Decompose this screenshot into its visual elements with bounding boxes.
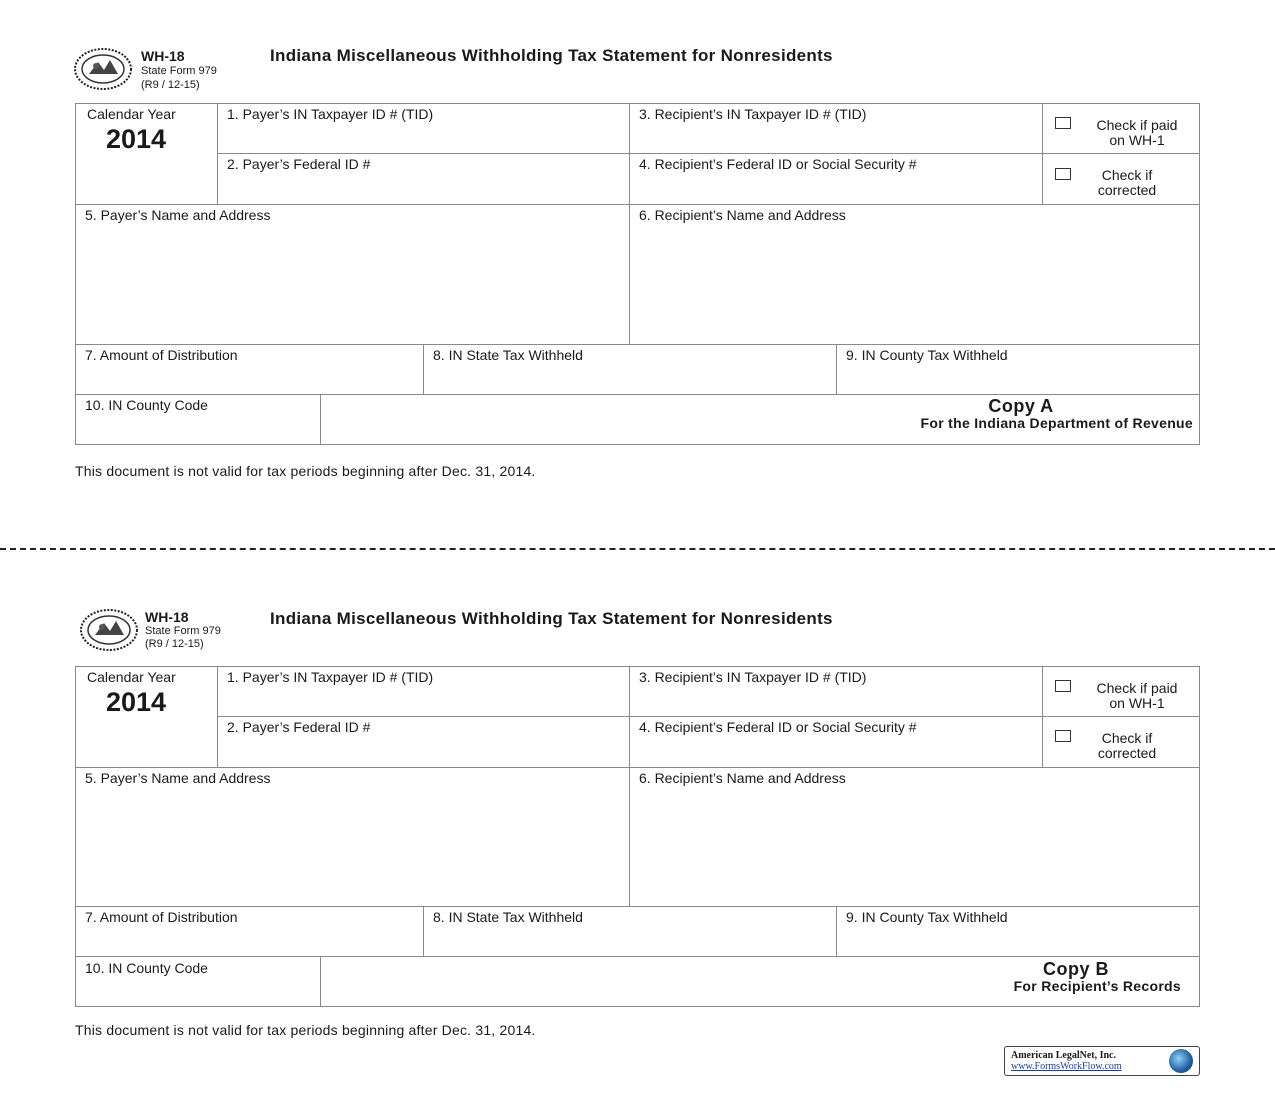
recipient-federal-id-field[interactable] xyxy=(629,153,1043,205)
validity-footnote: This document is not valid for tax periods beginning after Dec. 31, 2014. xyxy=(75,1022,536,1038)
form-revision: (R9 / 12-15) xyxy=(141,79,200,91)
county-code-label: 10. IN County Code xyxy=(85,397,208,413)
paid-wh1-checkbox[interactable] xyxy=(1055,117,1071,129)
payer-name-address-field[interactable] xyxy=(75,204,630,345)
county-code-field[interactable] xyxy=(75,956,321,1007)
recipient-name-address-label: 6. Recipient’s Name and Address xyxy=(639,770,846,786)
form-id: WH-18 xyxy=(141,48,185,64)
recipient-federal-id-label: 4. Recipient’s Federal ID or Social Security # xyxy=(639,719,917,735)
county-code-field[interactable] xyxy=(75,394,321,445)
copy-designation-cell xyxy=(320,956,1200,1007)
corrected-cell xyxy=(1042,716,1200,768)
calendar-year-label: Calendar Year xyxy=(87,669,176,685)
indiana-seal-icon xyxy=(80,609,138,649)
recipient-tid-field[interactable] xyxy=(629,666,1043,717)
paid-wh1-cell xyxy=(1042,103,1200,154)
corrected-checkbox[interactable] xyxy=(1055,730,1071,742)
validity-footnote: This document is not valid for tax periods beginning after Dec. 31, 2014. xyxy=(75,463,536,479)
payer-federal-id-label: 2. Payer’s Federal ID # xyxy=(227,156,371,172)
form-copy-b xyxy=(0,562,1275,1038)
paid-wh1-checkbox[interactable] xyxy=(1055,680,1071,692)
recipient-tid-field[interactable] xyxy=(629,103,1043,154)
county-code-label: 10. IN County Code xyxy=(85,960,208,976)
distribution-amount-label: 7. Amount of Distribution xyxy=(85,909,238,925)
distribution-amount-label: 7. Amount of Distribution xyxy=(85,347,238,363)
calendar-year-value: 2014 xyxy=(106,687,167,717)
state-tax-withheld-label: 8. IN State Tax Withheld xyxy=(433,347,583,363)
payer-name-address-label: 5. Payer’s Name and Address xyxy=(85,207,271,223)
county-tax-withheld-label: 9. IN County Tax Withheld xyxy=(846,909,1008,925)
cut-line xyxy=(0,548,1275,550)
county-tax-withheld-field[interactable] xyxy=(836,344,1200,395)
payer-name-address-field[interactable] xyxy=(75,767,630,907)
copy-name: Copy B xyxy=(1043,959,1109,979)
state-form-number: State Form 979 xyxy=(141,65,217,77)
globe-icon xyxy=(1169,1049,1193,1073)
payer-tid-label: 1. Payer’s IN Taxpayer ID # (TID) xyxy=(227,106,434,122)
payer-federal-id-field[interactable] xyxy=(217,716,630,768)
distribution-amount-field[interactable] xyxy=(75,344,424,395)
paid-wh1-cell xyxy=(1042,666,1200,717)
calendar-year-value: 2014 xyxy=(106,124,167,154)
state-form-number: State Form 979 xyxy=(145,625,221,637)
paid-wh1-label: Check if paid on WH-1 xyxy=(1096,117,1178,148)
state-tax-withheld-field[interactable] xyxy=(423,906,837,957)
paid-wh1-label: Check if paid on WH-1 xyxy=(1096,680,1178,711)
state-tax-withheld-label: 8. IN State Tax Withheld xyxy=(433,909,583,925)
state-tax-withheld-field[interactable] xyxy=(423,344,837,395)
copy-purpose: For Recipient’s Records xyxy=(1013,978,1181,994)
recipient-name-address-field[interactable] xyxy=(629,204,1200,345)
payer-tid-label: 1. Payer’s IN Taxpayer ID # (TID) xyxy=(227,669,434,685)
logo-company-name: American LegalNet, Inc. xyxy=(1011,1050,1116,1061)
form-id: WH-18 xyxy=(145,609,189,625)
county-tax-withheld-label: 9. IN County Tax Withheld xyxy=(846,347,1008,363)
payer-tid-field[interactable] xyxy=(217,666,630,717)
payer-federal-id-label: 2. Payer’s Federal ID # xyxy=(227,719,371,735)
distribution-amount-field[interactable] xyxy=(75,906,424,957)
form-title: Indiana Miscellaneous Withholding Tax Statement for Nonresidents xyxy=(270,46,833,65)
form-title: Indiana Miscellaneous Withholding Tax Statement for Nonresidents xyxy=(270,609,833,628)
recipient-tid-label: 3. Recipient’s IN Taxpayer ID # (TID) xyxy=(639,106,867,122)
recipient-name-address-field[interactable] xyxy=(629,767,1200,907)
form-copy-a xyxy=(0,0,1275,479)
recipient-federal-id-label: 4. Recipient’s Federal ID or Social Security # xyxy=(639,156,917,172)
copy-purpose: For the Indiana Department of Revenue xyxy=(920,415,1193,431)
copy-name: Copy A xyxy=(988,396,1054,416)
recipient-name-address-label: 6. Recipient’s Name and Address xyxy=(639,207,846,223)
payer-tid-field[interactable] xyxy=(217,103,630,154)
corrected-cell xyxy=(1042,153,1200,205)
payer-federal-id-field[interactable] xyxy=(217,153,630,205)
form-revision: (R9 / 12-15) xyxy=(145,638,204,650)
calendar-year-cell xyxy=(75,666,218,768)
american-legalnet-logo[interactable] xyxy=(1004,1046,1200,1076)
payer-name-address-label: 5. Payer’s Name and Address xyxy=(85,770,271,786)
recipient-federal-id-field[interactable] xyxy=(629,716,1043,768)
logo-url-link[interactable]: www.FormsWorkFlow.com xyxy=(1011,1061,1122,1072)
calendar-year-label: Calendar Year xyxy=(87,106,176,122)
county-tax-withheld-field[interactable] xyxy=(836,906,1200,957)
recipient-tid-label: 3. Recipient’s IN Taxpayer ID # (TID) xyxy=(639,669,867,685)
corrected-label: Check if corrected xyxy=(1097,167,1157,198)
corrected-label: Check if corrected xyxy=(1097,730,1157,761)
indiana-seal-icon xyxy=(74,48,132,88)
copy-designation-cell xyxy=(320,394,1200,445)
corrected-checkbox[interactable] xyxy=(1055,168,1071,180)
calendar-year-cell xyxy=(75,103,218,205)
